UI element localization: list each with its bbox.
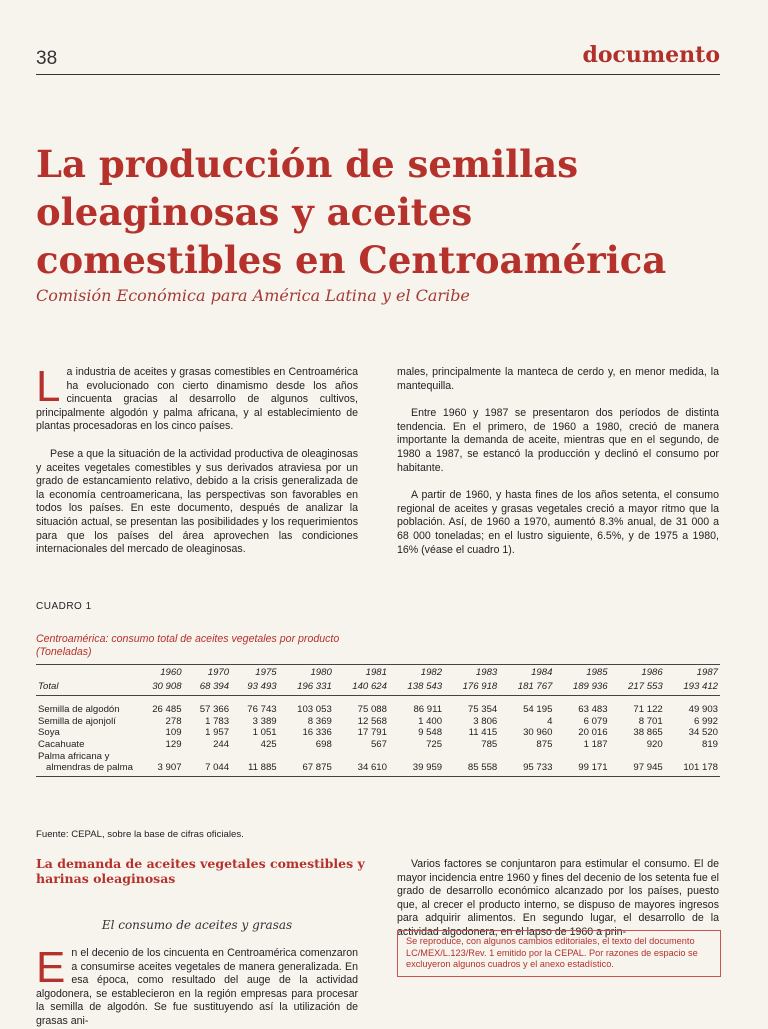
cell: 11 415: [468, 727, 498, 739]
table-source: Fuente: CEPAL, sobre la base de cifras oficiales.: [36, 829, 244, 840]
row-label: Cacahuate: [38, 738, 85, 750]
cell: 819: [701, 738, 718, 750]
cell: 16 336: [302, 727, 332, 739]
row-label: Semilla de ajonjolí: [38, 715, 116, 727]
table-row: [36, 727, 720, 739]
section-label: documento: [582, 42, 720, 68]
cell: 99 171: [554, 762, 609, 776]
year-header: 1984: [499, 665, 554, 679]
cell: 9 548: [418, 727, 443, 739]
table-row: [36, 716, 720, 728]
cell: 54 195: [523, 704, 553, 716]
article-title: La producción de semillas oleaginosas y aceites comestibles en Centroamérica: [36, 142, 667, 282]
cell: 8 369: [307, 715, 332, 727]
table-caption: [36, 633, 339, 659]
dropcap: L: [36, 362, 61, 411]
cell: 920: [646, 738, 663, 750]
right-column: [397, 366, 719, 571]
cell: [389, 751, 444, 763]
cell: 425: [260, 738, 277, 750]
paragraph: males, principalmente la manteca de cerdo y, en menor medida, la mantequilla.: [397, 366, 719, 392]
year-header: 1970: [184, 665, 232, 679]
row-label: almendras de palma: [36, 762, 136, 776]
table-row: [36, 762, 720, 776]
paragraph: Entre 1960 y 1987 se presentaron dos períodos de distinta tendencia. En el primero, de 1960 a 1980, creció de manera importante la demanda de aceite, mientras que en el segundo, de 1980 a 1987, se estancó la producción y declinó el consumo por habitante.: [397, 407, 719, 474]
cell: 30 908: [136, 679, 184, 696]
cell: 189 936: [554, 679, 609, 696]
cell: 93 493: [231, 679, 279, 696]
row-label: Total: [36, 679, 136, 696]
cell: 20 016: [578, 727, 608, 739]
cell: [136, 751, 184, 763]
table-header-row: [36, 665, 720, 679]
cell: 6 079: [583, 715, 608, 727]
cell: 11 885: [231, 762, 279, 776]
year-header: 1987: [665, 665, 720, 679]
cell: 17 791: [357, 727, 387, 739]
table-header-empty: [36, 665, 136, 679]
consumption-table: [36, 664, 720, 777]
cell: 129: [165, 738, 182, 750]
dropcap: E: [36, 943, 66, 992]
cell: 30 960: [523, 727, 553, 739]
cell: 217 553: [610, 679, 665, 696]
cell: [665, 751, 720, 763]
cell: 68 394: [184, 679, 232, 696]
left-column: [36, 362, 358, 571]
cell: 3 806: [473, 715, 498, 727]
cell: [444, 751, 499, 763]
cell: 75 354: [467, 704, 498, 716]
cell: 49 903: [688, 704, 718, 716]
cell: 176 918: [444, 679, 499, 696]
section-body: [36, 943, 358, 1029]
table-row: [36, 696, 720, 716]
table-total-row: [36, 679, 720, 696]
year-header: 1982: [389, 665, 444, 679]
cell: 85 558: [444, 762, 499, 776]
cell: 1 783: [205, 715, 230, 727]
table-label: CUADRO 1: [36, 601, 92, 612]
cell: 34 610: [334, 762, 389, 776]
cell: 57 366: [199, 704, 230, 716]
table-caption-units: (Toneladas): [36, 646, 92, 658]
cell: 76 743: [247, 704, 277, 716]
cell: 278: [165, 715, 182, 727]
cell: 63 483: [578, 704, 608, 716]
cell: 1 187: [583, 738, 608, 750]
cell: 140 624: [334, 679, 389, 696]
page-number: 38: [36, 48, 58, 69]
cell: 875: [536, 738, 553, 750]
article-author: Comisión Económica para América Latina y el Caribe: [36, 286, 470, 305]
year-header: 1986: [610, 665, 665, 679]
cell: 38 865: [633, 727, 663, 739]
cell: 138 543: [389, 679, 444, 696]
cell: 39 959: [389, 762, 444, 776]
cell: 95 733: [499, 762, 554, 776]
cell: 8 701: [638, 715, 663, 727]
cell: 1 957: [205, 727, 230, 739]
paragraph: A partir de 1960, y hasta fines de los años setenta, el consumo regional de aceites y grasas vegetales creció a mayor ritmo que la población. Así, de 1960 a 1970, aumentó 8.3% anual, de 31 000 a 68 000 toneladas; en el lustro siguiente, 6.5%, y de 1975 a 1980, 16% (véase el cuadro 1).: [397, 489, 719, 556]
cell: 6 992: [693, 715, 718, 727]
cell: 181 767: [499, 679, 554, 696]
cell: 26 485: [152, 704, 182, 716]
year-header: 1980: [279, 665, 334, 679]
table-caption-title: Centroamérica: consumo total de aceites vegetales por producto: [36, 633, 340, 645]
paragraph-intro: [36, 362, 358, 434]
paragraph: Varios factores se conjuntaron para estimular el consumo. El de mayor incidencia entre 1960 y fines del decenio de los setenta fue el grado de desarrollo económico alcanzado por los países, puesto que, al crecer el producto interno, se dispuso de mayores ingresos para adquirir alimentos. En segundo lugar, el desarrollo de la actividad algodonera, en el lapso de 1960 a prin-: [397, 858, 719, 938]
cell: 3 907: [136, 762, 184, 776]
cell: 244: [213, 738, 230, 750]
row-label: Semilla de algodón: [38, 704, 120, 716]
year-header: 1983: [444, 665, 499, 679]
table-row: [36, 739, 720, 751]
cell: [184, 751, 232, 763]
header-rule: [36, 74, 720, 75]
year-header: 1985: [554, 665, 609, 679]
editorial-note: Se reproduce, con algunos cambios editoriales, el texto del documento LC/MEX/L.123/Rev. 1 emitido por la CEPAL. Por razones de espacio se excluyeron algunos cuadros y el anexo estadístico.: [397, 930, 721, 977]
row-label: Soya: [38, 727, 60, 739]
cell: [499, 751, 554, 763]
cell: 1 051: [252, 727, 277, 739]
cell: 75 088: [357, 704, 387, 716]
cell: 109: [165, 727, 182, 739]
year-header: 1975: [231, 665, 279, 679]
subsection-heading: El consumo de aceites y grasas: [101, 918, 293, 932]
cell: 103 053: [297, 704, 332, 716]
cell: 3 389: [252, 715, 277, 727]
year-header: 1960: [136, 665, 184, 679]
row-label: Palma africana y: [38, 750, 110, 762]
cell: [554, 751, 609, 763]
cell: 67 875: [279, 762, 334, 776]
cell: 34 520: [688, 727, 718, 739]
cell: 12 568: [357, 715, 387, 727]
paragraph-text: a industria de aceites y grasas comestibles en Centroamérica ha evolucionado con cierto dinamismo desde los años cincuenta gracias al desarrollo de algunos cultivos, principalmente algodón y palma africana, y al establecimiento de plantas procesadoras en los cinco países.: [36, 366, 358, 433]
cell: [279, 751, 334, 763]
cell: 71 122: [633, 704, 663, 716]
paragraph: Pese a que la situación de la actividad productiva de oleaginosas y aceites vegetales comestibles y sus derivados atraviesa por un grado de estancamiento relativo, debido a la crisis generalizada de la economía centroamericana, las perspectivas son favorables en todos los países. En este documento, después de analizar la situación actual, se presentan las posibilidades y los requerimientos para que los países del área aprovechen las condiciones internacionales del mercado de oleaginosas.: [36, 447, 358, 556]
paragraph-text: n el decenio de los cincuenta en Centroamérica comenzaron a consumirse aceites vegetales de manera generalizada. En esa época, como resultado del auge de la actividad algodonera, se establecieron en la región empresas para procesar la semilla de algodón. Se fue sustituyendo así la utilización de grasas ani-: [36, 947, 358, 1027]
section-body-right: [397, 858, 719, 940]
section-heading: La demanda de aceites vegetales comestibles y harinas oleaginosas: [36, 856, 365, 886]
cell: 698: [315, 738, 332, 750]
cell: 101 178: [665, 762, 720, 776]
cell: 567: [370, 738, 387, 750]
cell: [334, 751, 389, 763]
cell: [231, 751, 279, 763]
cell: 196 331: [279, 679, 334, 696]
cell: 86 911: [413, 704, 443, 716]
cell: 97 945: [610, 762, 665, 776]
table-row: [36, 751, 720, 763]
cell: [610, 751, 665, 763]
cell: 785: [481, 738, 498, 750]
year-header: 1981: [334, 665, 389, 679]
cell: 725: [426, 738, 443, 750]
cell: 1 400: [418, 715, 443, 727]
cell: 4: [547, 715, 553, 727]
cell: 7 044: [184, 762, 232, 776]
cell: 193 412: [665, 679, 720, 696]
